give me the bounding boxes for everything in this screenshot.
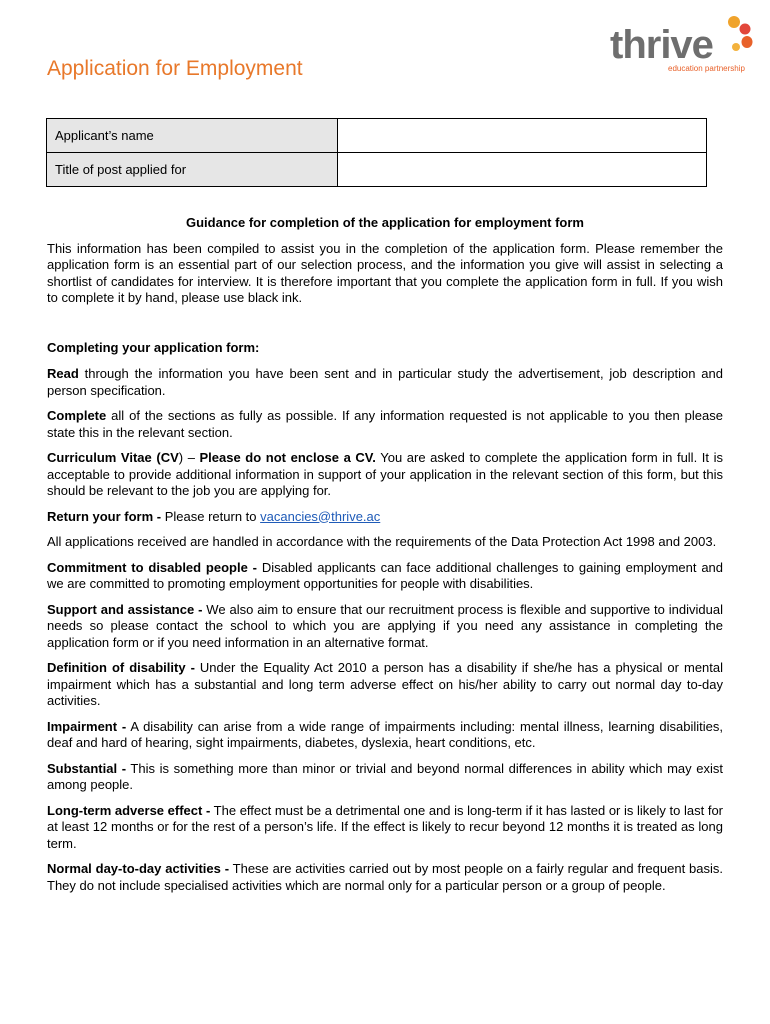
cv-mid: ) – [178, 450, 200, 465]
normal-day-paragraph [47, 861, 723, 894]
table-row [47, 153, 707, 187]
cv-paragraph [47, 450, 723, 500]
post-title-field[interactable] [338, 153, 707, 187]
complete-text: all of the sections as fully as possible. If any information requested is not applicable to you then please state this in the relevant section. [47, 408, 723, 440]
cv-warning: Please do not enclose a CV. [199, 450, 376, 465]
thrive-logo [608, 14, 753, 76]
definition-text: Under the Equality Act 2010 a person has a disability if she/he has a physical or mental impairment which has a substantial and long term adverse effect on his/her ability to carry out normal day to-day activities. [47, 660, 724, 708]
read-paragraph [47, 366, 723, 399]
logo-wordmark: thrive [610, 23, 713, 67]
long-term-lead: Long-term adverse effect - [47, 802, 211, 818]
long-term-paragraph [47, 803, 723, 853]
applicant-details-table [46, 118, 707, 187]
logo-petal-icon [742, 36, 753, 48]
impairment-text: A disability can arise from a wide range of impairments including: mental illness, learning disabilities, deaf and hard of hearing, sight impairments, diabetes, dyslexia, heart conditions, etc. [47, 718, 724, 750]
data-protection-paragraph: All applications received are handled in accordance with the requirements of the Data Protection Act 1998 and 2003. [47, 534, 717, 549]
applicant-name-field[interactable] [338, 119, 707, 153]
intro-paragraph: This information has been compiled to assist you in the completion of the application form. Please remember the application form is an essential part of our selection process, and the information you give will assist in selecting a shortlist of candidates for interview. It is therefore important that you complete the application form in full. If you wish to complete it by hand, please use black ink. [47, 240, 723, 305]
cv-lead: Curriculum Vitae (CV [47, 450, 179, 465]
logo-petal-icon [732, 43, 740, 51]
post-title-label: Title of post applied for [47, 153, 338, 187]
applicant-name-label: Applicant’s name [47, 119, 338, 153]
long-term-text: The effect must be a detrimental one and is long-term if it has lasted or is likely to last for at least 12 months or for the rest of a person’s life. If the effect is likely to recur beyond 12 months it is treated as long term. [47, 802, 724, 851]
commitment-paragraph [47, 560, 723, 593]
logo-petal-icon [728, 16, 740, 28]
commitment-text: Disabled applicants can face additional challenges to gaining employment and we are committed to promoting employment opportunities for people with disabilities. [47, 559, 724, 591]
substantial-text: This is something more than minor or trivial and beyond normal differences in ability which may exist among people. [47, 760, 723, 792]
complete-paragraph [47, 408, 723, 441]
section-heading: Completing your application form: [47, 339, 260, 355]
complete-lead: Complete [47, 408, 107, 423]
table-row [47, 119, 707, 153]
impairment-lead: Impairment - [47, 718, 127, 734]
return-lead: Return your form - [47, 508, 162, 524]
substantial-lead: Substantial - [47, 760, 127, 776]
return-paragraph [47, 509, 723, 526]
guidance-content [47, 215, 723, 903]
vacancies-email-link[interactable]: vacancies@thrive.ac [260, 508, 381, 524]
definition-lead: Definition of disability - [47, 660, 195, 675]
logo-petal-icon [740, 24, 751, 35]
guidance-title: Guidance for completion of the application for employment form [186, 215, 584, 230]
normal-day-lead: Normal day-to-day activities - [47, 861, 230, 876]
logo-tagline: education partnership [668, 64, 745, 73]
page-title: Application for Employment [47, 57, 303, 80]
read-lead: Read [47, 366, 79, 381]
normal-day-text: These are activities carried out by most people on a fairly regular and frequent basis. They do not include specialised activities which are normal only for a particular person or a group of people. [47, 861, 724, 893]
definition-paragraph [47, 660, 723, 710]
cv-text: You are asked to complete the application form in full. It is acceptable to provide additional information in support of your application in the relevant section of this form, but this should be relevant to the job you are applying for. [47, 450, 723, 498]
substantial-paragraph [47, 761, 723, 794]
read-text: through the information you have been sent and in particular study the advertisement, job description and person specification. [47, 366, 723, 398]
support-paragraph [47, 602, 723, 652]
impairment-paragraph [47, 719, 723, 752]
commitment-lead: Commitment to disabled people - [47, 559, 257, 575]
return-text: Please return to [161, 508, 261, 524]
support-lead: Support and assistance - [47, 601, 203, 617]
support-text: We also aim to ensure that our recruitment process is flexible and supportive to individual needs so please contact the school to which you are applying if you need any assistance in completing the application form or if you need information in an alternative format. [47, 601, 723, 650]
